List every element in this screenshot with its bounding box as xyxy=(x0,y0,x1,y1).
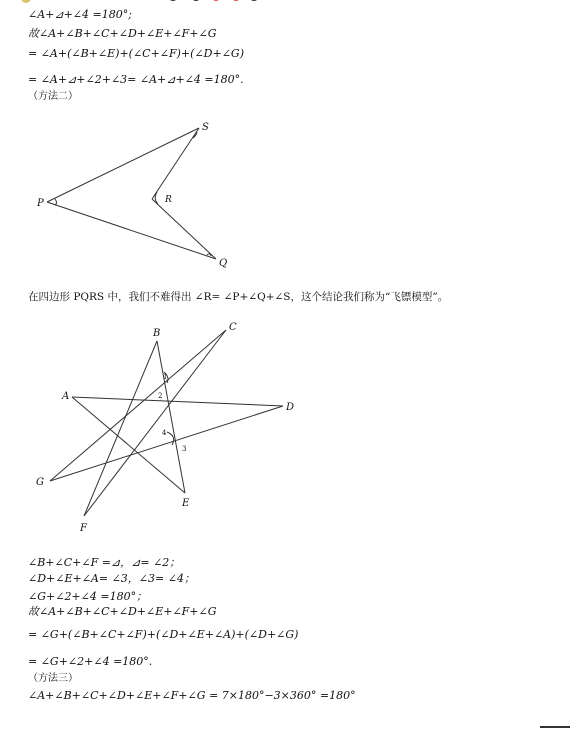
method-heading: （方法三） xyxy=(28,673,78,684)
point-label: G xyxy=(36,477,44,488)
segment-pq xyxy=(47,202,216,259)
star-figure xyxy=(0,315,584,540)
proof-line: ∠D+∠E+∠A= ∠3，∠3= ∠4； xyxy=(28,572,195,585)
point-label: E xyxy=(182,498,190,509)
header-decoration xyxy=(18,0,258,8)
proof-line: 故∠A+∠B+∠C+∠D+∠E+∠F+∠G xyxy=(28,605,217,618)
proof-line: = ∠G+∠2+∠4 =180°. xyxy=(28,655,153,668)
point-label: P xyxy=(37,198,44,209)
point-label: B xyxy=(153,328,161,339)
proof-line: ∠B+∠C+∠F =⊿，⊿= ∠2； xyxy=(28,556,181,569)
dart-figure xyxy=(0,110,584,280)
angle-label: 3 xyxy=(182,445,187,453)
angle-p-mark xyxy=(55,199,57,205)
angle-label: 1 xyxy=(163,373,168,381)
decoration-icon xyxy=(191,0,201,1)
segment-dg xyxy=(50,406,283,481)
segment-ps xyxy=(47,128,199,202)
segment-rq xyxy=(152,199,216,259)
segment-ae xyxy=(72,397,185,493)
decoration-icon xyxy=(168,0,178,1)
proof-line: ∠A+⊿+∠4 =180°; xyxy=(28,8,132,21)
page-divider xyxy=(540,726,570,728)
decoration-icon xyxy=(211,0,221,1)
segment-sr xyxy=(152,128,199,199)
proof-line: = ∠G+(∠B+∠C+∠F)+(∠D+∠E+∠A)+(∠D+∠G) xyxy=(28,628,299,641)
proof-line: ∠G+∠2+∠4 =180°； xyxy=(28,590,148,603)
point-label: A xyxy=(62,391,70,402)
segment-ad xyxy=(72,397,283,406)
decoration-icon xyxy=(231,0,241,1)
angle-label: 2 xyxy=(158,392,163,400)
segment-be xyxy=(157,341,185,493)
proof-line: 故∠A+∠B+∠C+∠D+∠E+∠F+∠G xyxy=(28,27,217,40)
segment-cf xyxy=(84,330,226,516)
proof-line: = ∠A+⊿+∠2+∠3= ∠A+⊿+∠4 =180°. xyxy=(28,73,244,86)
decoration-icon xyxy=(21,0,31,3)
point-label: F xyxy=(80,523,87,534)
point-label: R xyxy=(165,195,172,205)
point-label: Q xyxy=(219,258,228,269)
point-label: C xyxy=(229,322,237,333)
point-label: D xyxy=(286,402,295,413)
segment-bf xyxy=(84,341,157,516)
dart-model-text: 在四边形 PQRS 中，我们不难得出 ∠R= ∠P+∠Q+∠S，这个结论我们称为“飞镖模型”。 xyxy=(28,291,449,303)
method-heading: （方法二） xyxy=(28,91,78,102)
angle-s-mark xyxy=(193,132,197,138)
proof-line: ∠A+∠B+∠C+∠D+∠E+∠F+∠G = 7×180°−3×360° =180° xyxy=(28,689,356,702)
proof-line: = ∠A+(∠B+∠E)+(∠C+∠F)+(∠D+∠G) xyxy=(28,47,244,60)
angle-label: 4 xyxy=(162,429,167,437)
point-label: S xyxy=(202,122,209,133)
decoration-icon xyxy=(249,0,258,1)
segment-cg xyxy=(50,330,226,481)
